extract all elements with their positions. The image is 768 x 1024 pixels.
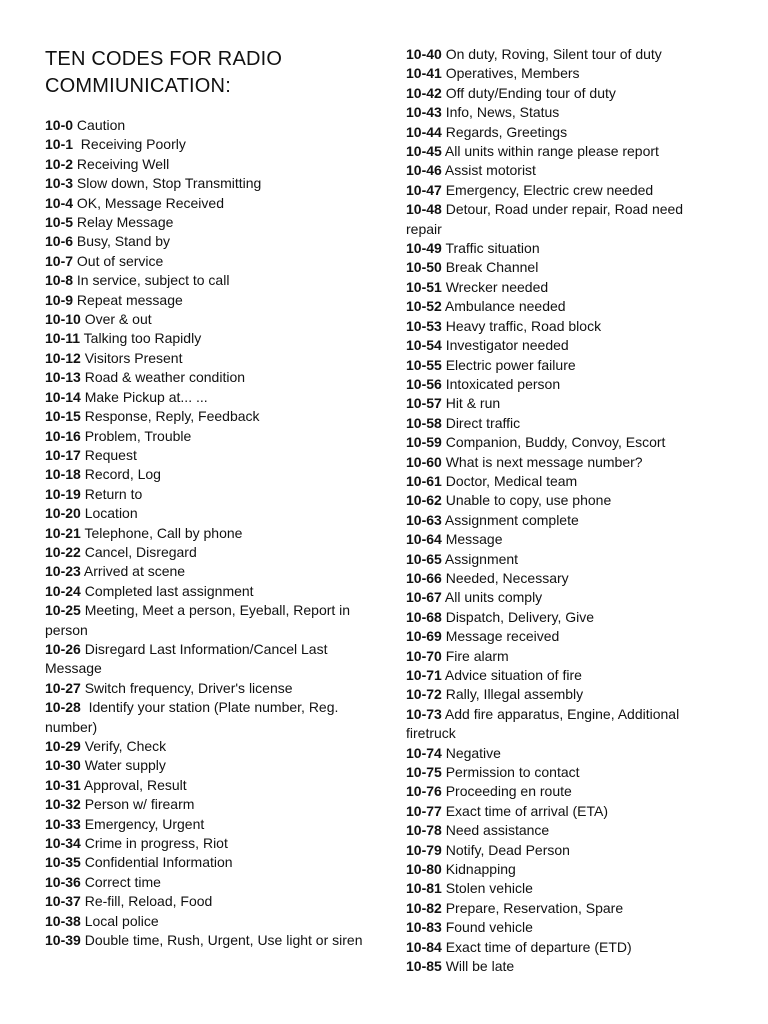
code-meaning: Exact time of arrival (ETA) (441, 802, 609, 819)
code-entry (45, 562, 367, 581)
code-meaning: Disregard Last Information/Cancel Last Message (45, 640, 332, 677)
code-meaning: All units within range please report (441, 143, 659, 160)
code-entry (406, 666, 721, 685)
code-number: 10-1 (45, 136, 74, 153)
code-meaning: Doctor, Medical team (441, 472, 578, 489)
code-entry (45, 698, 367, 737)
code-entry (406, 588, 721, 607)
code-entry (406, 957, 721, 976)
code-entry (406, 258, 721, 277)
code-number: 10-12 (45, 349, 81, 366)
code-meaning: Receiving Well (73, 155, 170, 172)
code-entry (45, 349, 367, 368)
code-entry (45, 524, 367, 543)
page-title: TEN CODES FOR RADIO COMMIUNICATION: (45, 48, 283, 97)
code-meaning: Visitors Present (80, 349, 183, 366)
code-entry (45, 174, 367, 193)
code-meaning: Fire alarm (441, 647, 509, 664)
code-number: 10-16 (45, 427, 81, 444)
code-meaning: Road & weather condition (80, 369, 246, 386)
code-meaning: Off duty/Ending tour of duty (441, 84, 616, 101)
code-entry (45, 310, 367, 329)
code-entry (45, 194, 367, 213)
code-entry (406, 375, 721, 394)
code-number: 10-64 (406, 531, 442, 548)
code-entry (45, 795, 367, 814)
code-meaning: Advice situation of fire (441, 667, 582, 683)
code-number: 10-82 (406, 899, 442, 916)
code-entry (406, 317, 721, 336)
code-meaning: Direct traffic (441, 414, 521, 431)
code-number: 10-74 (406, 744, 442, 761)
code-number: 10-2 (45, 155, 74, 172)
code-number: 10-11 (45, 330, 81, 347)
code-meaning: Kidnapping (441, 861, 516, 878)
code-meaning: Request (80, 446, 137, 463)
code-number: 10-0 (45, 117, 74, 133)
code-number: 10-30 (45, 757, 81, 774)
code-entry (45, 912, 367, 931)
code-number: 10-8 (45, 272, 74, 289)
code-number: 10-33 (45, 815, 81, 832)
code-entry (45, 116, 367, 135)
code-entry (45, 776, 367, 795)
code-entry (45, 427, 367, 446)
code-meaning: Completed last assignment (80, 582, 254, 599)
code-entry (406, 938, 721, 957)
code-number: 10-59 (406, 434, 442, 451)
code-entry (45, 465, 367, 484)
code-entry (45, 873, 367, 892)
code-entry (45, 543, 367, 562)
code-meaning: Add fire apparatus, Engine, Additional firetruck (406, 705, 684, 742)
code-meaning: Prepare, Reservation, Spare (441, 899, 624, 916)
code-meaning: Verify, Check (80, 738, 167, 754)
code-meaning: Confidential Information (80, 854, 233, 871)
code-number: 10-57 (406, 395, 442, 412)
code-entry (406, 103, 721, 122)
code-meaning: Meeting, Meet a person, Eyeball, Report in person (45, 602, 354, 638)
code-number: 10-31 (45, 776, 81, 793)
code-meaning: Dispatch, Delivery, Give (441, 608, 595, 625)
code-number: 10-49 (406, 240, 442, 257)
code-entry (406, 530, 721, 549)
code-meaning: In service, subject to call (73, 272, 230, 289)
code-meaning: Traffic situation (441, 240, 540, 257)
code-meaning: Emergency, Urgent (80, 815, 205, 832)
code-meaning: Switch frequency, Driver's license (80, 679, 293, 696)
code-meaning: Exact time of departure (ETD) (441, 938, 632, 955)
code-entry (406, 511, 721, 530)
code-meaning: What is next message number? (441, 453, 643, 470)
code-meaning: Heavy traffic, Road block (441, 317, 602, 334)
code-entry (406, 802, 721, 821)
code-number: 10-44 (406, 123, 442, 140)
code-entry (406, 414, 721, 433)
code-number: 10-63 (406, 511, 442, 528)
code-number: 10-81 (406, 880, 442, 897)
code-number: 10-71 (406, 667, 442, 683)
code-meaning: Cancel, Disregard (80, 543, 197, 560)
code-number: 10-80 (406, 861, 442, 878)
code-number: 10-41 (406, 65, 442, 82)
code-number: 10-10 (45, 311, 81, 328)
code-meaning: All units comply (441, 589, 543, 606)
code-number: 10-39 (45, 932, 81, 949)
code-meaning: Crime in progress, Riot (80, 835, 228, 852)
code-entry (406, 123, 721, 142)
code-meaning: Stolen vehicle (441, 880, 533, 897)
code-number: 10-23 (45, 563, 81, 580)
code-number: 10-83 (406, 919, 442, 936)
code-meaning: Make Pickup at... ... (80, 388, 208, 405)
code-entry (45, 504, 367, 523)
code-number: 10-35 (45, 854, 81, 871)
code-number: 10-29 (45, 738, 81, 754)
code-number: 10-6 (45, 233, 74, 250)
code-entry (406, 64, 721, 83)
code-entry (406, 763, 721, 782)
code-meaning: Rally, Illegal assembly (441, 686, 584, 703)
code-entry (406, 569, 721, 588)
code-entry (45, 155, 367, 174)
code-number: 10-48 (406, 201, 442, 218)
code-meaning: Slow down, Stop Transmitting (73, 175, 262, 192)
code-entry (45, 931, 367, 950)
code-number: 10-20 (45, 505, 81, 522)
code-meaning: Investigator needed (441, 337, 569, 354)
code-number: 10-36 (45, 873, 81, 890)
code-entry (45, 291, 367, 310)
code-meaning: Info, News, Status (441, 104, 560, 121)
code-entry (406, 84, 721, 103)
code-number: 10-85 (406, 958, 442, 975)
code-number: 10-14 (45, 388, 81, 405)
code-meaning: Record, Log (80, 466, 161, 483)
code-entry (406, 472, 721, 491)
code-meaning: Ambulance needed (441, 298, 566, 315)
code-entry (45, 601, 367, 640)
code-meaning: Caution (73, 117, 126, 133)
code-meaning: Will be late (441, 958, 515, 975)
code-number: 10-51 (406, 278, 442, 295)
code-meaning: Emergency, Electric crew needed (441, 181, 654, 198)
code-meaning: Correct time (80, 873, 161, 890)
code-number: 10-15 (45, 408, 81, 425)
code-number: 10-3 (45, 175, 74, 192)
code-meaning: Assignment (441, 550, 519, 567)
code-number: 10-18 (45, 466, 81, 483)
code-number: 10-65 (406, 550, 442, 567)
code-meaning: Talking too Rapidly (80, 330, 202, 347)
code-number: 10-68 (406, 608, 442, 625)
code-meaning: Telephone, Call by phone (80, 524, 243, 541)
code-meaning: Over & out (80, 311, 152, 328)
left-code-column (45, 0, 367, 950)
code-number: 10-79 (406, 841, 442, 858)
code-entry (406, 45, 721, 64)
code-number: 10-46 (406, 162, 442, 179)
code-entry (45, 853, 367, 872)
code-meaning: Receiving Poorly (73, 136, 186, 153)
code-number: 10-56 (406, 375, 442, 392)
code-meaning: On duty, Roving, Silent tour of duty (441, 46, 662, 62)
code-number: 10-5 (45, 214, 74, 231)
code-number: 10-50 (406, 259, 442, 276)
code-entry (45, 368, 367, 387)
right-code-column (406, 0, 721, 977)
code-meaning: Relay Message (73, 214, 174, 231)
code-number: 10-7 (45, 252, 74, 269)
code-entry (45, 252, 367, 271)
code-number: 10-17 (45, 446, 81, 463)
code-meaning: Identify your station (Plate number, Reg. number) (45, 699, 343, 735)
code-number: 10-76 (406, 783, 442, 800)
code-number: 10-47 (406, 181, 442, 198)
code-number: 10-77 (406, 802, 442, 819)
code-number: 10-61 (406, 472, 442, 489)
code-number: 10-34 (45, 835, 81, 852)
code-entry (406, 239, 721, 258)
code-number: 10-60 (406, 453, 442, 470)
code-meaning: Regards, Greetings (441, 123, 568, 140)
code-entry (45, 329, 367, 348)
code-number: 10-13 (45, 369, 81, 386)
code-meaning: Repeat message (73, 291, 183, 308)
code-meaning: Location (80, 505, 138, 522)
code-entry (406, 200, 721, 239)
code-entry (406, 918, 721, 937)
code-entry (45, 834, 367, 853)
code-number: 10-53 (406, 317, 442, 334)
code-meaning: Double time, Rush, Urgent, Use light or siren (80, 932, 363, 949)
code-entry (45, 232, 367, 251)
code-entry (406, 433, 721, 452)
code-meaning: Need assistance (441, 822, 550, 839)
code-meaning: Permission to contact (441, 764, 580, 781)
code-entry (45, 679, 367, 698)
code-entry (406, 491, 721, 510)
code-entry (406, 860, 721, 879)
code-entry (406, 161, 721, 180)
code-meaning: Message (441, 531, 503, 548)
code-number: 10-62 (406, 492, 442, 509)
code-entry (406, 744, 721, 763)
code-entry (406, 336, 721, 355)
code-number: 10-70 (406, 647, 442, 664)
code-meaning: Intoxicated person (441, 375, 561, 392)
code-number: 10-58 (406, 414, 442, 431)
code-meaning: Proceeding en route (441, 783, 572, 800)
code-entry (406, 550, 721, 569)
code-number: 10-67 (406, 589, 442, 606)
code-entry (45, 407, 367, 426)
code-entry (45, 135, 367, 154)
code-meaning: Message received (441, 628, 560, 645)
code-meaning: Hit & run (441, 395, 501, 412)
code-number: 10-24 (45, 582, 81, 599)
code-meaning: Assignment complete (441, 511, 579, 528)
code-number: 10-84 (406, 938, 442, 955)
code-number: 10-72 (406, 686, 442, 703)
code-meaning: Needed, Necessary (441, 569, 569, 586)
code-number: 10-37 (45, 893, 81, 910)
code-number: 10-45 (406, 143, 442, 160)
code-entry (406, 627, 721, 646)
code-meaning: Found vehicle (441, 919, 533, 936)
code-number: 10-66 (406, 569, 442, 586)
code-meaning: Arrived at scene (80, 563, 186, 580)
code-meaning: Unable to copy, use phone (441, 492, 612, 509)
code-entry (406, 647, 721, 666)
code-meaning: Negative (441, 744, 501, 761)
code-number: 10-28 (45, 699, 81, 716)
code-entry (406, 821, 721, 840)
code-number: 10-27 (45, 679, 81, 696)
code-entry (45, 582, 367, 601)
code-entry (406, 899, 721, 918)
code-entry (406, 841, 721, 860)
code-entry (406, 278, 721, 297)
code-entry (406, 394, 721, 413)
code-meaning: Detour, Road under repair, Road need repair (406, 201, 687, 237)
code-meaning: Wrecker needed (441, 278, 549, 295)
code-entry (45, 737, 367, 756)
code-entry (406, 608, 721, 627)
code-entry (406, 705, 721, 744)
code-number: 10-26 (45, 640, 81, 657)
code-meaning: Re-fill, Reload, Food (80, 893, 213, 910)
code-entry (45, 485, 367, 504)
code-number: 10-54 (406, 337, 442, 354)
code-entry (406, 782, 721, 801)
code-meaning: Companion, Buddy, Convoy, Escort (441, 434, 666, 451)
code-number: 10-69 (406, 628, 442, 645)
code-number: 10-9 (45, 291, 74, 308)
code-number: 10-4 (45, 194, 74, 211)
code-meaning: Return to (80, 485, 143, 502)
code-number: 10-52 (406, 298, 442, 315)
code-entry (406, 297, 721, 316)
code-meaning: Busy, Stand by (73, 233, 171, 250)
code-number: 10-21 (45, 524, 81, 541)
code-meaning: Approval, Result (80, 776, 187, 793)
code-number: 10-32 (45, 796, 81, 813)
code-meaning: Electric power failure (441, 356, 576, 373)
code-number: 10-43 (406, 104, 442, 121)
code-entry (406, 142, 721, 161)
code-meaning: Response, Reply, Feedback (80, 408, 260, 425)
code-entry (45, 271, 367, 290)
code-meaning: Out of service (73, 252, 164, 269)
code-meaning: Notify, Dead Person (441, 841, 570, 858)
code-entry (45, 815, 367, 834)
code-entry (45, 892, 367, 911)
code-number: 10-25 (45, 602, 81, 619)
code-entry (406, 685, 721, 704)
code-number: 10-19 (45, 485, 81, 502)
code-meaning: Assist motorist (441, 162, 536, 179)
code-meaning: Break Channel (441, 259, 539, 276)
code-entry (406, 879, 721, 898)
code-entry (406, 356, 721, 375)
code-number: 10-78 (406, 822, 442, 839)
code-meaning: OK, Message Received (73, 194, 224, 211)
code-number: 10-38 (45, 912, 81, 929)
code-entry (45, 388, 367, 407)
code-entry (45, 640, 367, 679)
code-entry (406, 181, 721, 200)
code-entry (45, 213, 367, 232)
code-entry (406, 453, 721, 472)
code-number: 10-40 (406, 46, 442, 62)
code-meaning: Local police (80, 912, 159, 929)
code-meaning: Operatives, Members (441, 65, 580, 82)
code-meaning: Problem, Trouble (80, 427, 192, 444)
code-number: 10-75 (406, 764, 442, 781)
code-entry (45, 756, 367, 775)
code-number: 10-73 (406, 705, 442, 722)
code-meaning: Person w/ firearm (80, 796, 195, 813)
code-entry (45, 446, 367, 465)
code-meaning: Water supply (80, 757, 166, 774)
code-number: 10-55 (406, 356, 442, 373)
code-number: 10-42 (406, 84, 442, 101)
code-number: 10-22 (45, 543, 81, 560)
